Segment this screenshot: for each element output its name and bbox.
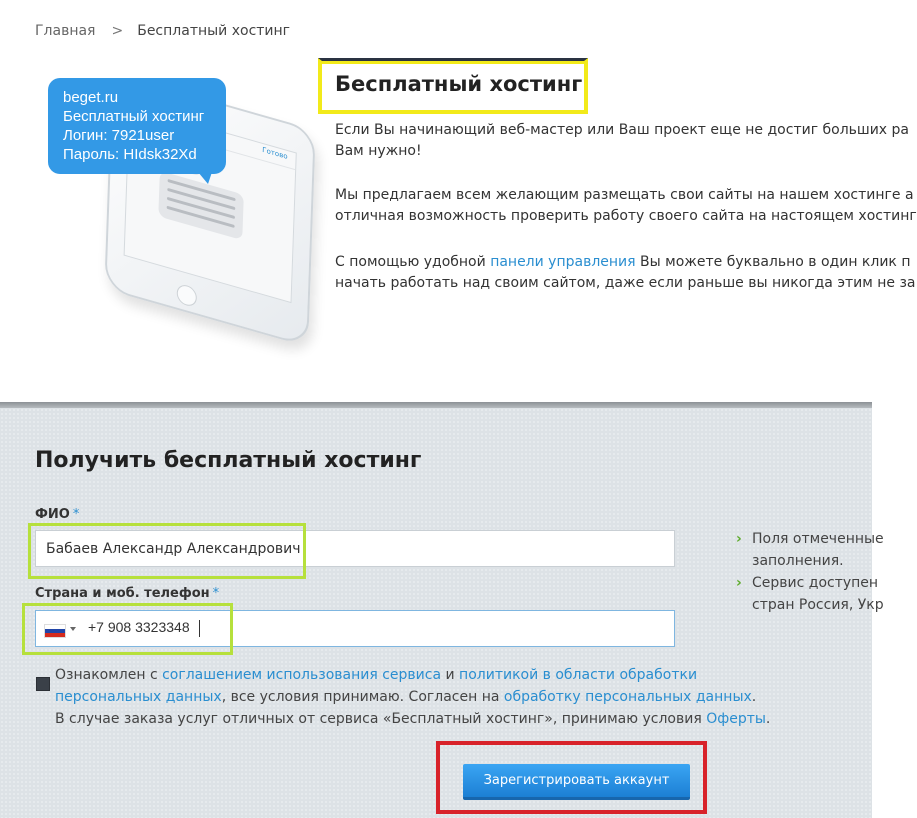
agreement-text xyxy=(55,664,771,730)
note-line: заполнения. xyxy=(752,553,844,569)
note-line: Сервис доступен xyxy=(752,575,879,591)
registration-form-panel xyxy=(0,408,884,818)
agreement-line-2 xyxy=(55,686,757,708)
privacy-policy-link-cont[interactable]: персональных данных xyxy=(55,689,222,705)
intro-p3-text: С помощью удобной xyxy=(335,254,491,270)
phone-highlight-box xyxy=(22,603,233,655)
breadcrumb-current: Бесплатный хостинг xyxy=(137,23,291,39)
sms-line-domain: beget.ru xyxy=(63,89,119,106)
note-service-countries xyxy=(736,572,886,616)
intro-p1-line2: Вам нужно! xyxy=(335,143,422,159)
note-required-fields xyxy=(736,528,886,572)
agreement-text-part: В случае заказа услуг отличных от сервиса «Бесплатный хостинг», принимаю условия xyxy=(55,711,707,727)
agreement-text-part: , все условия принимаю. Согласен на xyxy=(221,689,504,705)
phone-illustration xyxy=(48,78,308,328)
agreement-text-part: . xyxy=(751,689,757,705)
note-line: стран Россия, Укр xyxy=(752,597,884,613)
agreement-line-1 xyxy=(55,664,735,686)
fio-highlight-box xyxy=(28,523,306,579)
fio-label xyxy=(35,507,79,522)
offer-link[interactable]: Оферты xyxy=(706,711,766,727)
page-title: Бесплатный хостинг xyxy=(335,72,583,96)
intro-text xyxy=(335,120,917,317)
sms-line-password: Пароль: HIdsk32Xd xyxy=(63,146,197,163)
breadcrumb-home-link[interactable]: Главная xyxy=(35,23,96,39)
breadcrumb-separator: > xyxy=(111,23,124,39)
intro-p1-line1: Если Вы начинающий веб-мастер или Ваш проект еще не достиг больших ра xyxy=(335,122,910,138)
agreement-line-3 xyxy=(55,708,771,730)
phone-home-button xyxy=(176,283,197,308)
data-processing-link[interactable]: обработку персональных данных xyxy=(503,689,752,705)
required-mark: * xyxy=(212,586,220,601)
intro-p2-line1: Мы предлагаем всем желающим размещать свои сайты на нашем хостинге а xyxy=(335,187,914,203)
intro-paragraph-2 xyxy=(335,185,917,227)
chevron-right-icon: › xyxy=(736,575,742,591)
fio-label-text: ФИО xyxy=(35,507,70,522)
phone-screen-header-link: Готово xyxy=(262,145,288,161)
agreement-text-part: и xyxy=(441,667,460,683)
service-agreement-link[interactable]: соглашением использования сервиса xyxy=(162,667,442,683)
phone-label xyxy=(35,586,219,601)
privacy-policy-link[interactable]: политикой в области обработки xyxy=(459,667,698,683)
agreement-text-part: Ознакомлен с xyxy=(55,667,163,683)
phone-label-text: Страна и моб. телефон xyxy=(35,586,210,601)
intro-p3-line2: начать работать над своим сайтом, даже если раньше вы никогда этим не за xyxy=(335,275,916,291)
chevron-right-icon: › xyxy=(736,531,742,547)
intro-p2-line2: отличная возможность проверить работу своего сайта на настоящем хостинг xyxy=(335,208,917,224)
required-mark: * xyxy=(72,507,80,522)
sms-line-service: Бесплатный хостинг xyxy=(63,108,205,125)
intro-p3-text-after: Вы можете буквально в один клик п xyxy=(635,254,911,270)
note-line: Поля отмеченные xyxy=(752,531,884,547)
intro-paragraph-1 xyxy=(335,120,910,162)
sms-bubble xyxy=(48,78,226,174)
register-account-button[interactable]: Зарегистрировать аккаунт xyxy=(463,764,690,800)
hosting-info-panel xyxy=(0,0,917,402)
intro-paragraph-3 xyxy=(335,252,916,294)
sms-line-login: Логин: 7921user xyxy=(63,127,175,144)
breadcrumb xyxy=(35,23,290,39)
control-panel-link[interactable]: панели управления xyxy=(490,254,636,270)
form-notes xyxy=(736,528,886,616)
form-title: Получить бесплатный хостинг xyxy=(35,448,422,473)
agreement-checkbox[interactable] xyxy=(36,677,50,691)
agreement-text-part: . xyxy=(765,711,771,727)
